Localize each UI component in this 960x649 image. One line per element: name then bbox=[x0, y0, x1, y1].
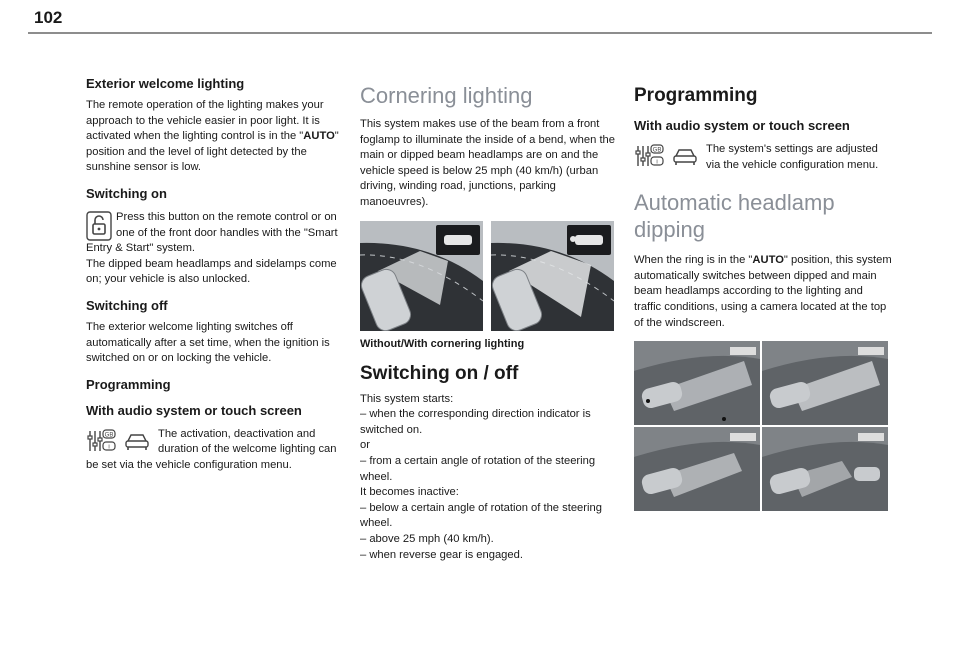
column-cornering-lighting bbox=[360, 82, 616, 563]
section-title-programming: Programming bbox=[634, 85, 758, 106]
svg-text:i: i bbox=[656, 159, 658, 166]
audio-system-block-2 bbox=[634, 142, 892, 173]
programming-heading: Programming bbox=[86, 376, 171, 392]
start-condition-1: – when the corresponding direction indicator is switched on. bbox=[360, 408, 591, 436]
auto-headlamp-illustrations bbox=[634, 341, 892, 511]
inactive-condition-3: – when reverse gear is engaged. bbox=[360, 548, 523, 561]
inactive-condition-1: – below a certain angle of rotation of the steering wheel. bbox=[360, 501, 602, 530]
switching-off-text: The exterior welcome lighting switches off automatically after a set time, when the ignition is switched on or on locking the vehicle. bbox=[86, 320, 330, 365]
column-exterior-welcome-lighting bbox=[86, 76, 344, 474]
exterior-welcome-intro: The remote operation of the lighting makes your approach to the vehicle easier in poor light. It is activated when the lighting control is in the "AUTO" position and the level of light detected by the sunshine sensor is low. bbox=[86, 99, 339, 174]
svg-text:i: i bbox=[108, 444, 110, 451]
system-starts: This system starts: bbox=[360, 392, 454, 405]
unlock-icon bbox=[86, 211, 112, 241]
cornering-caption: Without/With cornering lighting bbox=[360, 337, 525, 350]
section-title-exterior-welcome: Exterior welcome lighting bbox=[86, 76, 245, 91]
programming-text: The system's settings are adjusted via the vehicle configuration menu. bbox=[706, 143, 879, 171]
page-number: 102 bbox=[34, 8, 63, 27]
vehicle-icon-2 bbox=[672, 143, 698, 169]
audio-system-heading-2: With audio system or touch screen bbox=[634, 118, 850, 133]
headlamp-illustration-1 bbox=[634, 341, 760, 425]
illustration-with-cornering bbox=[491, 221, 614, 331]
settings-menu-icon-2 bbox=[634, 143, 664, 169]
settings-menu-icon bbox=[86, 428, 116, 454]
auto-headlamp-text: When the ring is in the "AUTO" position, this system automatically switches between dipped and main beam headlamps according to the lighting and traffic conditions, using a camera located at the top of the windscreen. bbox=[634, 254, 892, 329]
section-title-auto-headlamp: Automatic headlamp dipping bbox=[634, 190, 835, 243]
cornering-illustrations bbox=[360, 221, 616, 331]
svg-text:GB: GB bbox=[652, 147, 662, 154]
config-icons-2 bbox=[634, 143, 698, 169]
audio-system-heading: With audio system or touch screen bbox=[86, 402, 302, 418]
config-icons bbox=[86, 428, 150, 454]
headlamp-illustration-2 bbox=[762, 341, 888, 425]
headlamp-illustration-4 bbox=[762, 427, 888, 511]
cornering-intro: This system makes use of the beam from a front foglamp to illuminate the inside of a bend, when the main or dipped beam headlamps are on and the vehicle speed is below 25 mph (40 km/h) (urban driving, winding road, junctions, parking manoeuvres). bbox=[360, 118, 615, 208]
top-divider bbox=[28, 32, 932, 34]
switching-on-block bbox=[86, 210, 344, 288]
vehicle-icon bbox=[124, 428, 150, 454]
audio-system-block bbox=[86, 427, 344, 474]
switching-on-heading: Switching on bbox=[86, 185, 167, 201]
headlamp-illustration-3 bbox=[634, 427, 760, 511]
switching-on-text-2: The dipped beam headlamps and sidelamps come on; your vehicle is also unlocked. bbox=[86, 257, 337, 286]
becomes-inactive: It becomes inactive: bbox=[360, 486, 459, 499]
illustration-without-cornering bbox=[360, 221, 483, 331]
svg-text:GB: GB bbox=[104, 432, 114, 439]
audio-system-text: The activation, deactivation and duration of the welcome lighting can be set via the vehicle configuration menu. bbox=[86, 427, 337, 471]
or-label: or bbox=[360, 439, 370, 452]
switching-on-off-heading: Switching on / off bbox=[360, 362, 519, 384]
switching-on-text: Press this button on the remote control or on one of the front door handles with the "Smart Entry & Start" system. bbox=[86, 210, 338, 255]
inactive-condition-2: – above 25 mph (40 km/h). bbox=[360, 532, 494, 545]
switching-off-heading: Switching off bbox=[86, 297, 168, 313]
start-condition-2: – from a certain angle of rotation of the steering wheel. bbox=[360, 454, 596, 483]
column-programming bbox=[634, 84, 892, 511]
section-title-cornering: Cornering lighting bbox=[360, 83, 533, 108]
